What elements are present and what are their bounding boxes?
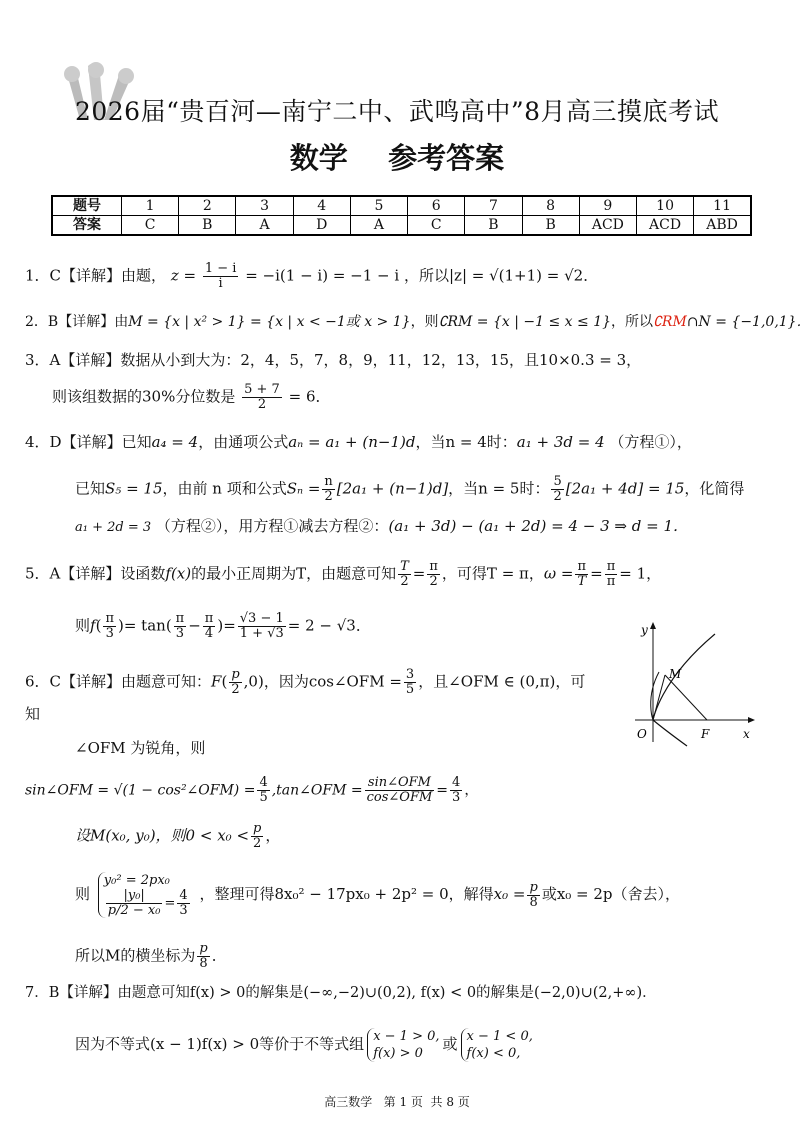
x-label: x	[743, 727, 750, 741]
q6-sys-eq2	[104, 889, 192, 918]
q4-text: ，由前 n 项和公式	[162, 479, 287, 498]
q6-text: 6．C【详解】由题意可知：	[25, 672, 212, 691]
frac-num: 4	[259, 775, 268, 790]
q5-line2: 则f( $\frac{\pi}{3}$ )= tan( $\frac{\pi}{3}$ − $\frac{\pi}{4}$ )= $\frac{√3 - 1}{1 + √3}$ = 2 − √3．	[75, 611, 371, 641]
q4-fraction	[322, 475, 334, 504]
table-cell: A	[350, 216, 407, 236]
q5-text: ，可得T = π，	[441, 564, 544, 583]
q1-tail: ，所以|z| = √(1+1) = √2．	[403, 266, 599, 285]
answer-table	[51, 195, 752, 236]
q7-system-2	[461, 1028, 533, 1062]
q5-minus: −	[188, 616, 201, 635]
frac-num: 1 − i	[204, 261, 237, 276]
q6-text: ，	[265, 826, 281, 845]
table-cell: 8	[522, 196, 579, 216]
frac-num: π	[204, 611, 214, 626]
q2-mid2: ，所以	[611, 314, 654, 330]
table-cell: B	[465, 216, 522, 236]
q2-head: 2．B【详解】由	[25, 314, 129, 330]
q6-eq: =	[436, 782, 449, 799]
table-cell: 7	[465, 196, 522, 216]
q5-omega: ω =	[543, 564, 574, 583]
q4-sn-rest: [2a₁ + (n−1)d]	[336, 479, 449, 498]
q6-eq: =	[164, 896, 176, 911]
table-cell: C	[122, 216, 179, 236]
q5-fraction	[605, 560, 618, 589]
frac-den: 2	[231, 682, 240, 697]
q4-eq2-simplified: a₁ + 2d = 3	[75, 520, 152, 535]
q4-eq2: [2a₁ + 4d] = 15	[565, 479, 685, 498]
frac-den: 8	[529, 894, 538, 910]
table-cell: 6	[408, 196, 465, 216]
q6-equation-system	[98, 872, 192, 918]
frac-den: 3	[175, 626, 185, 641]
y-axis-arrow-icon	[650, 622, 656, 629]
q6-line5	[75, 822, 280, 851]
exam-title: 2026届“贵百河—南宁二中、武鸣高中”8月高三摸底考试	[74, 97, 720, 126]
q5-fraction	[174, 612, 187, 641]
q3-fraction	[242, 383, 282, 412]
q4-text: （方程②），用方程①减去方程②：	[155, 517, 389, 535]
q6-fraction	[251, 822, 263, 851]
frac-den: 3	[105, 626, 114, 641]
q7-line1: 7．B【详解】由题意可知f(x) > 0的解集是(−∞,−2)∪(0,2), f(x) < 0的解集是(−2,0)∪(2,+∞)．	[25, 985, 657, 1001]
q6-text: 或x₀ = 2p（舍去），	[541, 885, 681, 903]
q6-fraction	[450, 776, 462, 805]
frac-num: 5 + 7	[244, 382, 280, 397]
q6-fraction	[177, 889, 189, 918]
frac-num: 4	[452, 775, 461, 790]
q6-fraction	[404, 668, 416, 697]
q6-text: ，且∠OFM ∈ (0,π)，可	[418, 672, 586, 691]
q6-fraction	[197, 942, 209, 971]
frac-den: 4	[204, 626, 214, 641]
frac-den: p/2 − x₀	[107, 903, 161, 918]
q6-sys-eq1: y₀² = 2px₀	[103, 873, 170, 888]
q2-complement: ∁RM = {x | −1 ≤ x ≤ 1}	[438, 314, 612, 330]
q1-fraction	[203, 262, 239, 291]
q5-line1	[25, 560, 661, 589]
q5-fraction	[203, 612, 216, 641]
q5-fx: f(x)	[165, 564, 192, 583]
q7-sys2-b: f(x) < 0,	[466, 1046, 521, 1061]
frac-den: 8	[199, 956, 208, 971]
q5-eq: =	[590, 564, 603, 583]
frac-den: 2	[324, 489, 333, 504]
q6-line2: 知	[25, 705, 41, 723]
q4-fraction	[551, 475, 563, 504]
frac-den: 2	[253, 836, 262, 851]
frac-den: 5	[259, 790, 268, 805]
q6-line1: 6．C【详解】由题意可知：F( $\frac{p}{2}$ ,0)，因为cos∠OFM = $\frac{3}{5}$ ，且∠OFM ∈ (0,π)，可	[25, 667, 586, 697]
q1-head: 1．C【详解】由题，	[25, 266, 167, 285]
frac-num: p	[529, 879, 538, 895]
q5-fraction	[575, 560, 588, 589]
frac-num: π	[105, 611, 114, 626]
q6-fraction	[527, 881, 539, 910]
q7-line2	[75, 1028, 536, 1062]
q6-F: F	[211, 672, 222, 691]
frac-num: 5	[553, 474, 562, 489]
frac-den: π	[606, 574, 616, 589]
frac-den: 2	[257, 397, 267, 412]
row-label-number: 题号	[52, 196, 122, 216]
table-cell: 4	[293, 196, 350, 216]
row-label-answer: 答案	[52, 216, 122, 236]
q7-sys2-a: x − 1 < 0,	[466, 1029, 533, 1044]
table-cell: B	[522, 216, 579, 236]
origin-label: O	[637, 727, 647, 741]
frac-num: p	[231, 667, 240, 682]
table-cell: 11	[694, 196, 751, 216]
table-cell: 2	[179, 196, 236, 216]
x-axis-arrow-icon	[748, 717, 755, 723]
q3-text: 则该组数据的30%分位数是	[52, 387, 236, 406]
q1-lhs: z =	[170, 266, 197, 285]
q4-text: 已知	[75, 479, 106, 498]
q1-rhs: = −i(1 − i) = −1 − i	[245, 266, 400, 285]
table-cell: 9	[579, 196, 636, 216]
q6-text: 则	[75, 885, 91, 903]
frac-den: 2	[400, 574, 409, 589]
frac-den: 3	[452, 790, 461, 805]
q7-sys1-b: f(x) > 0	[373, 1046, 423, 1061]
q4-text: ，当n = 5时：	[448, 479, 550, 498]
q6-line6	[75, 872, 680, 918]
q4-text: ，化简得	[684, 479, 745, 498]
q4-a4: a₄ = 4	[151, 433, 199, 451]
frac-den: 2	[553, 489, 562, 504]
q3-result: = 6．	[288, 387, 331, 406]
q4-sn: Sₙ =	[286, 479, 321, 498]
frac-num: |y₀|	[106, 889, 163, 904]
y-label: y	[641, 623, 648, 637]
table-cell: ACD	[636, 216, 693, 236]
exam-subtitle: 数学 参考答案	[289, 141, 505, 175]
q2-intersection: ∩N = {−1,0,1}．	[686, 314, 811, 330]
table-row	[52, 216, 751, 236]
q2-solution	[25, 312, 811, 332]
q3-line1: 3．A【详解】数据从小到大为：2，4，5，7，8，9，11，12，13，15，且10×0.3 = 3，	[25, 351, 642, 369]
frac-num: sin∠OFM	[365, 776, 435, 791]
table-cell: ABD	[694, 216, 751, 236]
frac-num: π	[575, 560, 588, 575]
point-m-label: M	[669, 667, 682, 681]
table-cell: A	[236, 216, 293, 236]
frac-den: cos∠OFM	[366, 790, 433, 805]
q6-fraction	[229, 668, 241, 697]
q6-text: ，	[464, 782, 479, 799]
q7-or: 或	[442, 1035, 458, 1053]
frac-den: 2	[429, 574, 438, 589]
q4-eq1-tag: （方程①），	[609, 433, 692, 451]
q5-result: = 2 − √3．	[287, 616, 371, 635]
q6-text: ，整理可得8x₀² − 17px₀ + 2p² = 0，解得	[199, 885, 494, 903]
q4-s5: S₅ = 15	[105, 479, 163, 498]
q5-tan: = tan	[123, 616, 166, 635]
q5-text: 5．A【详解】设函数	[25, 564, 166, 583]
q3-line2	[52, 383, 331, 412]
q6-text: 所以M的横坐标为	[75, 946, 196, 965]
frac-num: √3 − 1	[239, 611, 284, 626]
q4-an: aₙ = a₁ + (n−1)d	[288, 433, 416, 451]
q5-text: = 1，	[619, 564, 662, 583]
q7-system-1	[367, 1028, 439, 1062]
q4-eq1: a₁ + 3d = 4	[516, 433, 605, 451]
frac-den: 1 + √3	[239, 626, 284, 641]
q5-text: 则	[75, 616, 91, 635]
table-row	[52, 196, 751, 216]
table-cell: ACD	[579, 216, 636, 236]
q5-text: 的最小正周期为T，由题意可知	[191, 564, 397, 583]
q5-fraction	[238, 612, 286, 641]
frac-num: 3	[405, 667, 415, 682]
table-cell: 3	[236, 196, 293, 216]
q4-line2	[75, 475, 744, 504]
q4-line3	[75, 516, 688, 538]
q4-text: ，当n = 4时：	[415, 433, 517, 451]
table-cell: C	[408, 216, 465, 236]
q7-text: 因为不等式(x − 1)f(x) > 0等价于不等式组	[75, 1035, 365, 1053]
q6-sin: sin∠OFM = √(1 − cos²∠OFM) =	[25, 782, 256, 799]
parabola-figure	[615, 620, 760, 750]
table-cell: 5	[350, 196, 407, 216]
q5-eq: =	[412, 564, 426, 583]
q4-line1	[25, 432, 692, 452]
q2-mid: ，则	[410, 314, 439, 330]
q6-line7	[75, 942, 227, 971]
q4-text: ，由通项公式	[198, 433, 289, 451]
q6-x0: x₀ =	[493, 885, 526, 903]
frac-den: 3	[179, 903, 188, 918]
q5-fraction	[427, 560, 440, 589]
q6-line4	[25, 776, 478, 805]
q1-solution	[25, 262, 598, 291]
q4-subtract: (a₁ + 3d) − (a₁ + 2d) = 4 − 3 ⇒ d = 1．	[388, 517, 689, 535]
frac-num: π	[175, 611, 185, 626]
frac-num: 4	[179, 888, 188, 903]
q2-complement-red: ∁RM	[653, 314, 687, 330]
frac-den: T	[577, 574, 587, 589]
q4-text: 4．D【详解】已知	[25, 433, 152, 451]
table-cell: 10	[636, 196, 693, 216]
frac-num: p	[253, 821, 262, 836]
q6-text: ．	[211, 946, 227, 965]
frac-num: π	[429, 559, 438, 574]
q5-fraction	[398, 560, 411, 589]
q6-text: ，因为cos∠OFM =	[263, 672, 402, 691]
table-cell: B	[179, 216, 236, 236]
q6-tan: ,tan∠OFM =	[271, 782, 363, 799]
frac-den: 5	[405, 682, 415, 697]
q7-sys1-a: x − 1 > 0,	[373, 1029, 440, 1044]
segment-mf	[665, 675, 707, 720]
frac-num: T	[400, 559, 409, 574]
q6-setm: 设M(x₀, y₀)，则0 < x₀ <	[75, 826, 250, 845]
q6-fz: ,0	[243, 672, 258, 691]
page-footer: 高三数学 第 1 页 共 8 页	[324, 1095, 470, 1109]
frac-den: i	[218, 276, 223, 291]
frac-num: n	[324, 474, 333, 489]
q5-fraction	[103, 612, 116, 641]
frac-num: p	[199, 941, 208, 956]
q6-fraction	[106, 889, 163, 918]
table-cell: 1	[122, 196, 179, 216]
q6-fraction	[365, 776, 435, 805]
q2-set-m: M = {x | x² > 1} = {x | x < −1或 x > 1}	[128, 314, 411, 330]
point-f-label: F	[701, 727, 710, 741]
frac-num: π	[606, 559, 616, 574]
q6-fraction	[257, 776, 269, 805]
q6-line3: ∠OFM 为锐角，则	[75, 739, 206, 757]
q5-f: f	[90, 616, 96, 635]
table-cell: D	[293, 216, 350, 236]
